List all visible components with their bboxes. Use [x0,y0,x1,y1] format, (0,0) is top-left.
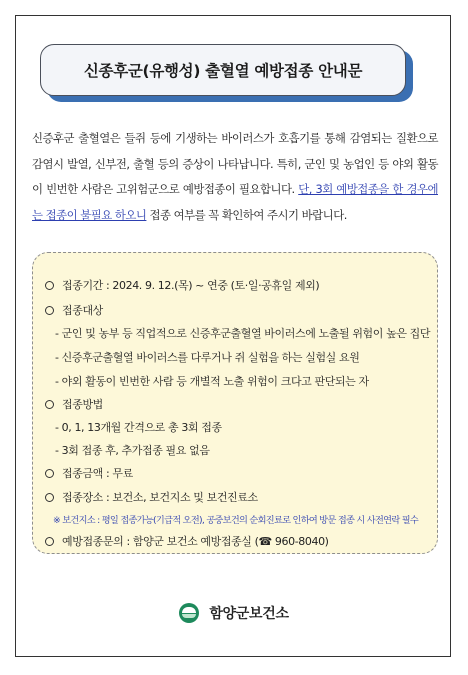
hamyang-logo-icon [179,603,199,623]
period-item [45,277,319,293]
inquiry-text: 예방접종문의 : 함양군 보건소 예방접종실 (☎ 960-8040) [62,535,329,548]
info-box [32,252,438,554]
method-heading-item [45,396,103,412]
target-heading: 접종대상 [62,304,103,317]
circle-bullet-icon [45,537,54,546]
circle-bullet-icon [45,400,54,409]
footer [0,603,468,623]
circle-bullet-icon [45,469,54,478]
circle-bullet-icon [45,493,54,502]
inquiry-item [45,533,329,549]
cost-item [45,465,133,481]
branch-note: ※ 보건지소 : 평일 접종가능(기급적 오전), 공중보건의 순회진료로 인하여 방문 접종 시 사전연락 필수 [53,515,419,526]
target-heading-item [45,302,103,318]
intro-tail: 접종 여부를 꼭 확인하여 주시기 바랍니다. [149,207,347,222]
intro-paragraph [32,126,438,228]
place-text: 접종장소 : 보건소, 보건지소 및 보건진료소 [62,491,258,504]
period-text: 접종기간 : 2024. 9. 12.(목) ~ 연중 (토·일·공휴일 제외) [62,279,320,292]
intro-text: 신증후군 출혈열은 들쥐 등에 기생하는 바이러스가 호흡기를 통해 감염되는 질환으로 감염시 발열, 신부전, 출혈 등의 증상이 나타납니다. 특히, 군인 및 농업인 등 야외 활동이 빈번한 사람은 고위험군으로 예방접종이 필요합니다. [32,131,438,196]
cost-text: 접종금액 : 무료 [62,467,133,480]
organization-name: 함양군보건소 [209,606,289,622]
method-item: - 0, 1, 13개월 간격으로 총 3회 접종 [55,421,222,434]
target-item: - 야외 활동이 빈번한 사람 등 개별적 노출 위험이 크다고 판단되는 자 [55,375,369,388]
target-item: - 신증후군출혈열 바이러스를 다루거나 쥐 실험을 하는 실험실 요원 [55,351,360,364]
circle-bullet-icon [45,281,54,290]
method-item: - 3회 접종 후, 추가접종 필요 없음 [55,444,210,457]
method-heading: 접종방법 [62,398,103,411]
intro-emphasis: 단, 3회 예방접종을 한 경우에는 접종이 불필요 하오니 [32,182,438,222]
page-title: 신종후군(유행성) 출혈열 예방접종 안내문 [83,62,363,80]
place-item [45,489,258,505]
circle-bullet-icon [45,306,54,315]
title-box [40,44,406,96]
target-item: - 군인 및 농부 등 직업적으로 신증후군출혈열 바이러스에 노출될 위험이 높은 집단 [55,327,431,340]
